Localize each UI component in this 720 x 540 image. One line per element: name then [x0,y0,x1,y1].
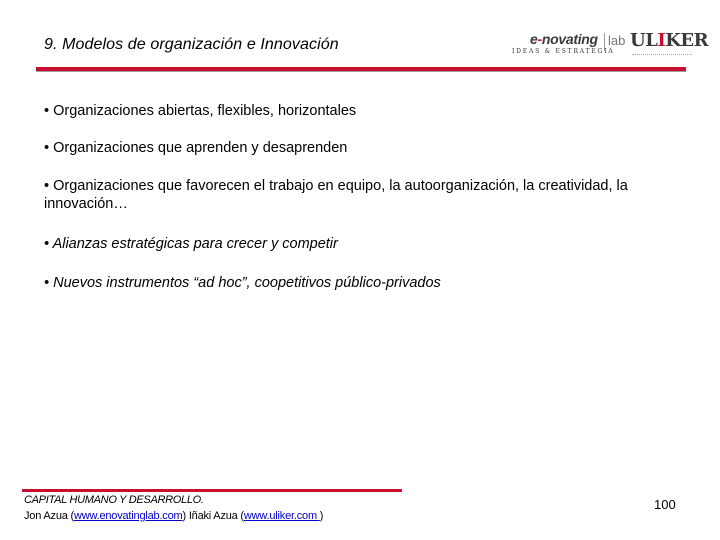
enovating-lab-logo [508,31,626,57]
header-divider-shadow [36,71,686,72]
enovating-logo-word [530,31,598,47]
enovating-logo-tagline: IDEAS & ESTRATEGIA [512,48,615,55]
bullet-item: • Organizaciones que aprenden y desaprenden [44,140,348,156]
uliker-logo-underline [632,54,692,56]
footer-credits-prefix: Jon Azua ( [24,510,74,522]
bullet-item: • Organizaciones abiertas, flexibles, horizontales [44,103,357,119]
enovating-logo-hyphen: - [537,31,542,47]
uliker-logo-before: UL [630,30,658,51]
enovating-logo-prefix: e [530,31,538,47]
footer-divider [22,489,402,492]
uliker-logo-after: KER [665,30,709,51]
bullet-item: • Organizaciones que favorecen el trabajo en equipo, la autoorganización, la creatividad, la innovación… [44,178,628,212]
footer-credits [24,510,323,522]
uliker-logo [630,30,709,62]
bullet-item: • Nuevos instrumentos “ad hoc”, coopetitivos público-privados [44,275,441,291]
bullet-item: • Alianzas estratégicas para crecer y competir [44,236,338,252]
uliker-logo-accent: I [657,30,666,51]
footer-course-title: CAPITAL HUMANO Y DESARROLLO. [24,494,204,506]
enovating-logo-name: novating [541,31,598,47]
footer-credits-middle: ) Iñaki Azua ( [182,510,244,522]
page-number: 100 [654,497,676,512]
uliker-link[interactable]: www.uliker.com [243,510,320,522]
uliker-logo-word [630,30,708,51]
header-divider [36,67,686,71]
footer-credits-suffix: ) [319,510,324,522]
enovating-logo-lab: lab [608,33,626,48]
slide-title: 9. Modelos de organización e Innovación [44,36,339,53]
enovatinglab-link[interactable]: www.enovatinglab.com [73,510,183,522]
